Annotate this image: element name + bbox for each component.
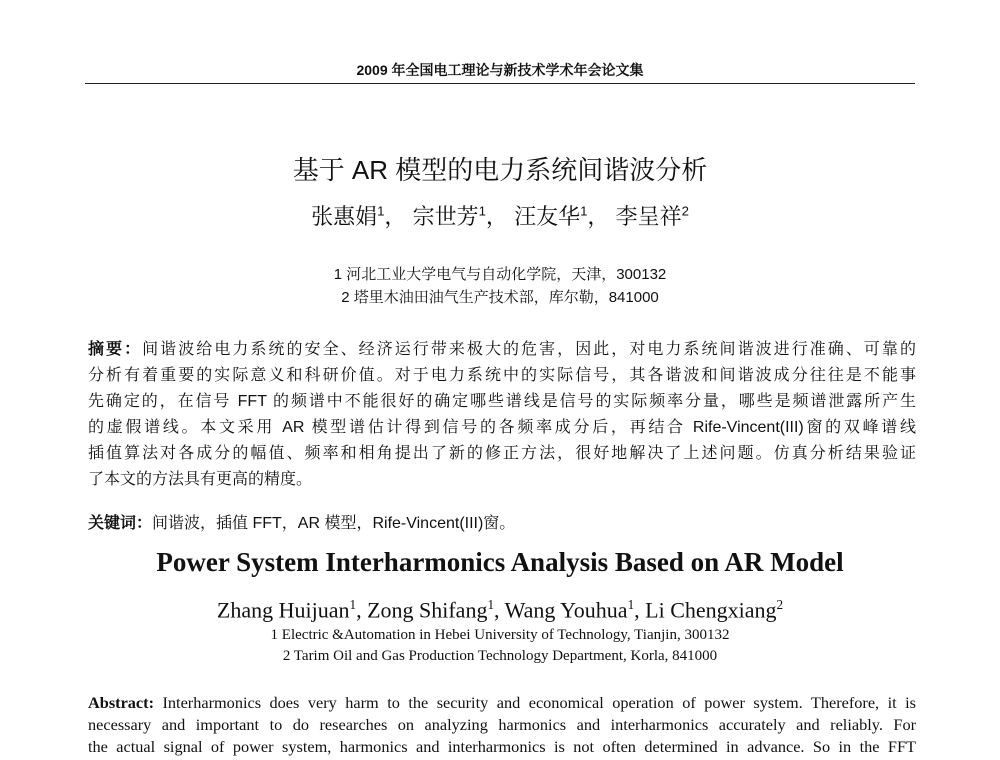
abstract-text: Interharmonics does very harm to the security and economical operation of power system. Therefore, it is bbox=[154, 693, 916, 712]
english-affiliation-2: 2 Tarim Oil and Gas Production Technology Department, Korla, 841000 bbox=[282, 648, 718, 664]
author-affil-mark: 1 bbox=[349, 597, 357, 612]
separator: ， bbox=[485, 204, 508, 229]
header-rule bbox=[85, 83, 915, 84]
chinese-abstract-line: 插值算法对各成分的幅值、频率和相角提出了新的修正方法，很好地解决了上述问题。仿真分析结果验证 bbox=[88, 445, 916, 462]
english-authors bbox=[0, 597, 1000, 623]
chinese-title: 基于 AR 模型的电力系统间谐波分析 bbox=[292, 155, 708, 185]
abstract-text: 间谐波给电力系统的安全、经济运行带来极大的危害，因此，对电力系统间谐波进行准确、可靠的 bbox=[142, 341, 916, 358]
separator: , bbox=[494, 597, 505, 623]
author-affil-mark: 1 bbox=[377, 203, 385, 219]
keywords-text: 间谐波，插值 FFT，AR 模型，Rife-Vincent(III)窗。 bbox=[152, 515, 516, 532]
separator: , bbox=[356, 597, 368, 623]
chinese-authors bbox=[0, 200, 1000, 231]
chinese-affiliation-1: 1 河北工业大学电气与自动化学院，天津，300132 bbox=[333, 266, 667, 283]
author-name: Wang Youhua bbox=[504, 597, 628, 623]
abstract-label: Abstract: bbox=[88, 693, 155, 712]
chinese-keywords bbox=[88, 510, 916, 533]
abstract-label: 摘要： bbox=[88, 341, 143, 358]
author-affil-mark: 1 bbox=[627, 597, 635, 612]
author-name: Li Chengxiang bbox=[645, 597, 777, 623]
author-name: 李呈祥 bbox=[615, 204, 682, 229]
separator: , bbox=[634, 597, 646, 623]
english-title: Power System Interharmonics Analysis Based on AR Model bbox=[156, 547, 844, 577]
english-abstract-line: the actual signal of power system, harmonics and interharmonics is not often determined in advance. So in the FFT bbox=[88, 737, 916, 756]
running-header: 2009 年全国电工理论与新技术学术年会论文集 bbox=[356, 62, 644, 78]
separator: ， bbox=[384, 204, 407, 229]
author-affil-mark: 1 bbox=[580, 203, 588, 219]
chinese-abstract-line: 先确定的，在信号 FFT 的频谱中不能很好的确定哪些谱线是信号的实际频率分量，哪些是频谱泄露所产生 bbox=[88, 393, 916, 410]
chinese-abstract-line: 分析有着重要的实际意义和科研价值。对于电力系统中的实际信号，其各谐波和间谐波成分往往是不能事 bbox=[88, 367, 916, 384]
english-abstract-line bbox=[88, 693, 916, 713]
chinese-abstract-line: 的虚假谱线。本文采用 AR 模型谱估计得到信号的各频率成分后，再结合 Rife-Vincent(III)窗的双峰谱线 bbox=[88, 419, 916, 436]
author-name: Zhang Huijuan bbox=[216, 597, 350, 623]
author-name: 张惠娟 bbox=[311, 204, 378, 229]
english-affiliation-1: 1 Electric &Automation in Hebei University of Technology, Tianjin, 300132 bbox=[270, 627, 730, 643]
author-affil-mark: 2 bbox=[776, 597, 784, 612]
chinese-abstract-line bbox=[88, 336, 916, 359]
author-name: Zong Shifang bbox=[367, 597, 488, 623]
separator: ， bbox=[587, 204, 610, 229]
chinese-affiliation-2: 2 塔里木油田油气生产技术部，库尔勒，841000 bbox=[341, 289, 659, 306]
author-affil-mark: 1 bbox=[487, 597, 495, 612]
author-name: 汪友华 bbox=[514, 204, 581, 229]
author-name: 宗世芳 bbox=[412, 204, 479, 229]
english-abstract-line: necessary and important to do researches on analyzing harmonics and interharmonics accurately and reliably. For bbox=[88, 715, 916, 734]
chinese-abstract-line: 了本文的方法具有更高的精度。 bbox=[88, 471, 313, 488]
author-affil-mark: 2 bbox=[681, 203, 689, 219]
keywords-label: 关键词： bbox=[88, 515, 153, 532]
author-affil-mark: 1 bbox=[478, 203, 486, 219]
